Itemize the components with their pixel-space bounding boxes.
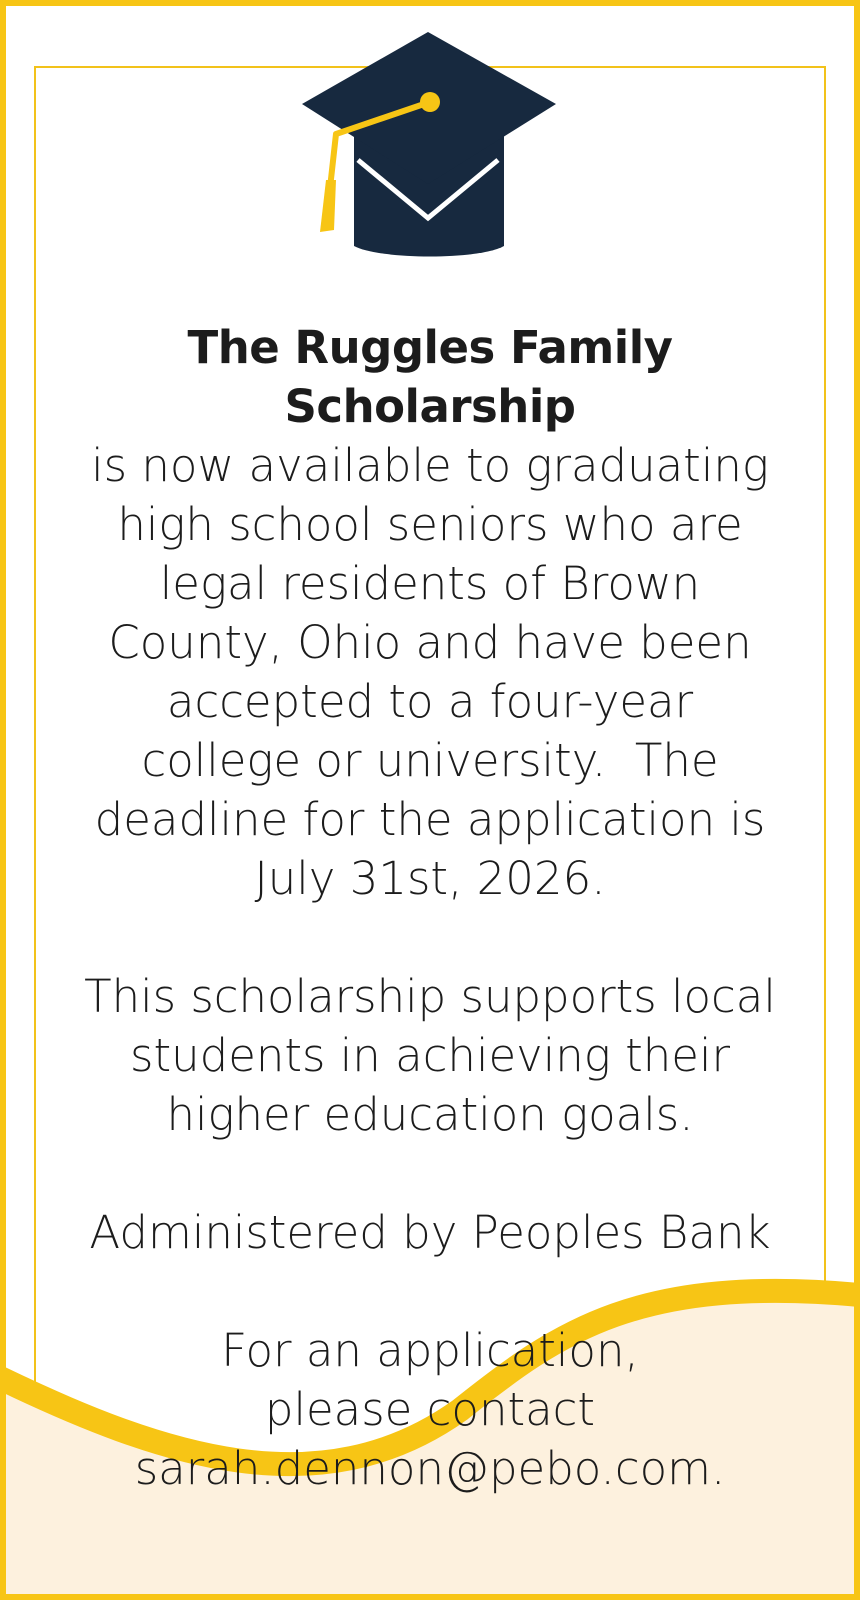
administered-by: Administered by Peoples Bank — [89, 1206, 771, 1259]
body-line: deadline for the application is — [94, 793, 766, 846]
contact-line: please contact — [264, 1383, 596, 1436]
body-line: high school seniors who are — [117, 498, 743, 551]
contact-email[interactable]: sarah.dennon@pebo.com. — [134, 1442, 726, 1495]
graduation-cap-icon — [300, 28, 562, 268]
body-line: students in achieving their — [130, 1029, 730, 1082]
body-line: is now available to graduating — [91, 439, 769, 492]
body-line: college or university. The — [141, 734, 719, 787]
body-line: higher education goals. — [166, 1088, 694, 1141]
spacer — [40, 1144, 820, 1203]
body-line: This scholarship supports local — [84, 970, 776, 1023]
ad-title: The Ruggles Family Scholarship — [187, 321, 673, 433]
spacer — [40, 1262, 820, 1321]
ad-text — [40, 318, 820, 1498]
deadline-line: July 31st, 2026. — [254, 852, 606, 905]
contact-line: For an application, — [221, 1324, 639, 1377]
body-line: County, Ohio and have been — [108, 616, 752, 669]
spacer — [40, 908, 820, 967]
body-line: accepted to a four-year — [166, 675, 694, 728]
body-line: legal residents of Brown — [159, 557, 701, 610]
